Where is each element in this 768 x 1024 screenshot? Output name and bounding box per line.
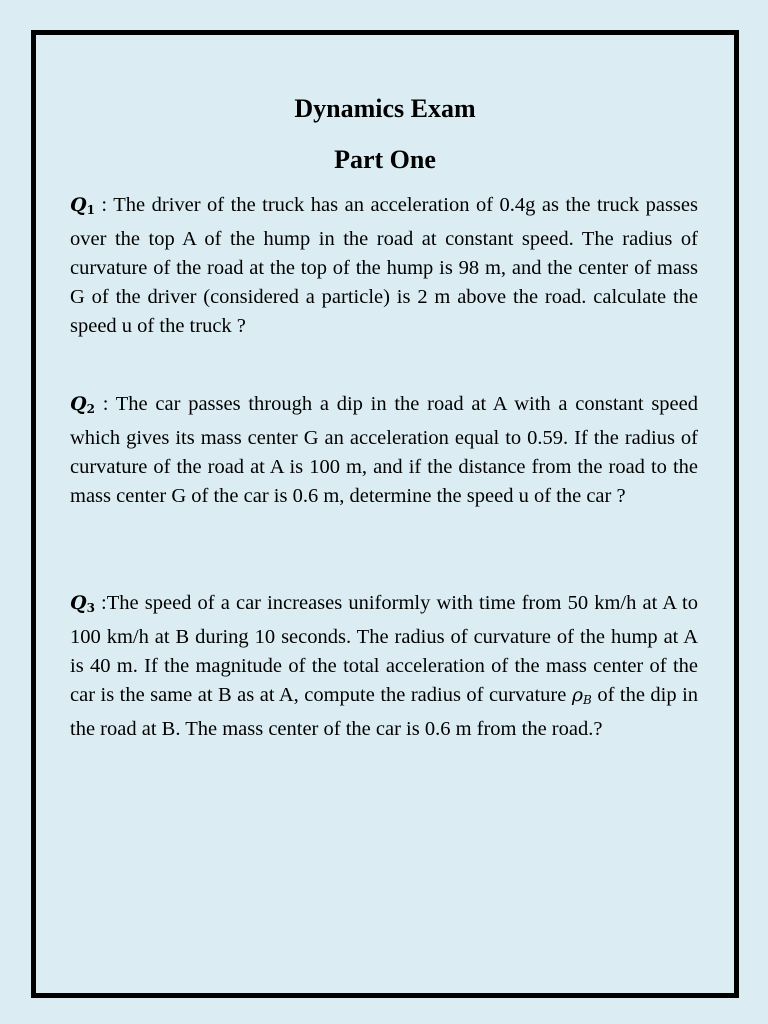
page-frame: [31, 30, 739, 998]
rho-b-symbol: [572, 684, 592, 706]
question-3-label-letter: Q: [70, 592, 87, 614]
question-3-number: 3: [86, 601, 95, 615]
question-3-text-after: of the dip in the road at B. The mass center of the car is 0.6 m from the road.?: [70, 684, 699, 740]
question-2-label-letter: Q: [70, 393, 87, 415]
rho-subscript: B: [583, 693, 592, 707]
exam-part-title: Part One: [334, 145, 436, 174]
question-2-separator: :: [102, 393, 109, 415]
question-1-label: [70, 194, 95, 216]
question-3-label: [70, 592, 95, 614]
question-1-label-letter: Q: [70, 194, 87, 216]
question-1: [70, 191, 698, 341]
question-3: [70, 589, 698, 744]
question-1-number: 1: [86, 203, 95, 217]
question-2-label: [70, 393, 95, 415]
rho-symbol: ρ: [571, 684, 584, 706]
question-1-text: The driver of the truck has an acceleration of 0.4g as the truck passes over the top A of the hump in the road at constant speed. The radius of curvature of the road at the top of the hump is 98 m, and the center of mass G of the driver (considered a particle) is 2 m above the road. calculate the speed u of the truck ?: [70, 194, 698, 337]
exam-title: Dynamics Exam: [294, 94, 476, 123]
question-2-text: The car passes through a dip in the road at A with a constant speed which gives its mass center G an acceleration equal to 0.59. If the radius of curvature of the road at A is 100 m, and if the distance from the road to the mass center G of the car is 0.6 m, determine the speed u of the car ?: [70, 393, 698, 507]
question-3-text-before: The speed of a car increases uniformly with time from 50 km/h at A to 100 km/h at B during 10 seconds. The radius of curvature of the hump at A is 40 m. If the magnitude of the total acceleration of the mass center of the car is the same at B as at A, compute the radius of curvature: [70, 592, 698, 706]
question-2-number: 2: [86, 402, 95, 416]
question-3-separator: :: [101, 592, 107, 614]
question-2: [70, 390, 698, 511]
question-1-separator: :: [101, 194, 108, 216]
